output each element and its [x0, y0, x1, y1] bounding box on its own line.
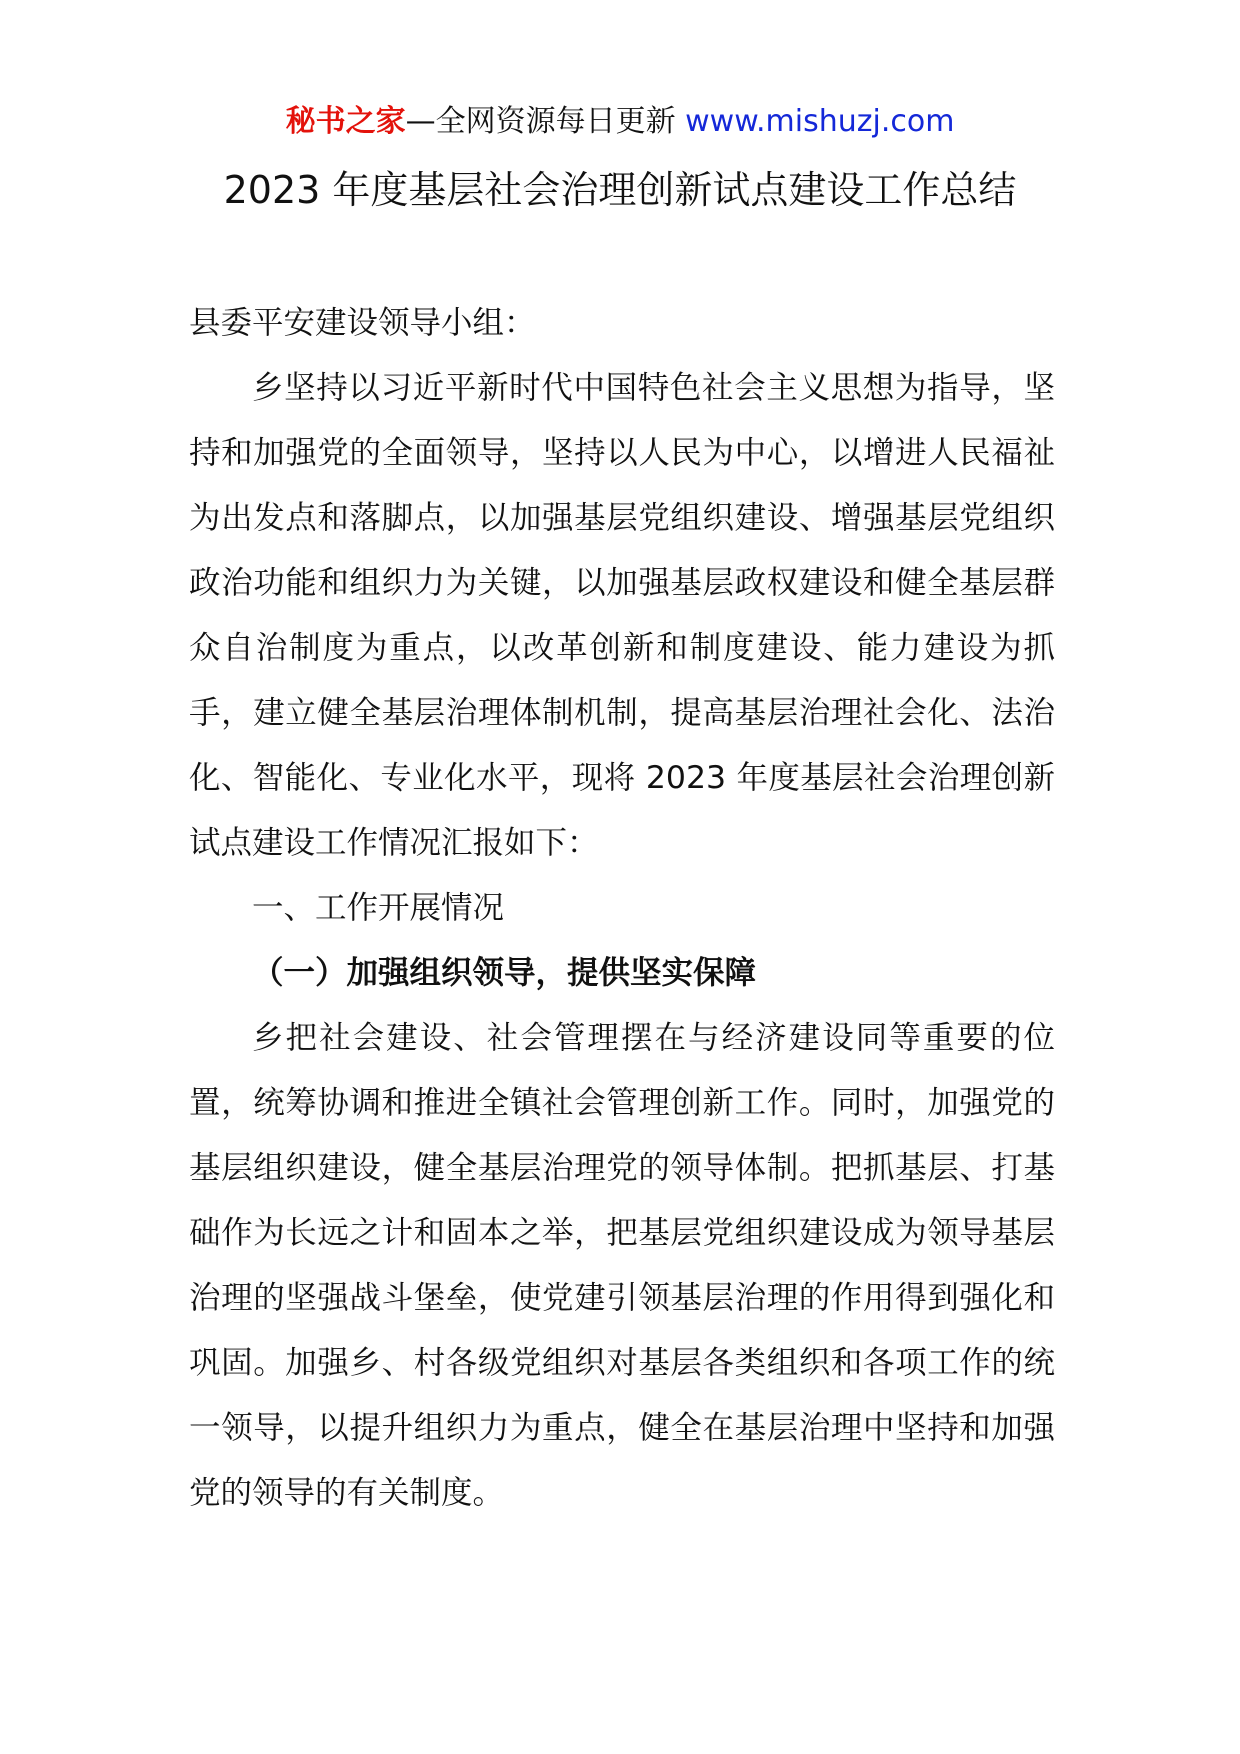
subsection-heading: （一）加强组织领导，提供坚实保障	[252, 955, 757, 991]
site-url-link[interactable]: www.mishuzj.com	[685, 104, 955, 139]
site-header	[0, 100, 1240, 144]
document-title: 2023 年度基层社会治理创新试点建设工作总结	[223, 168, 1017, 212]
section-heading: 一、工作开展情况	[252, 890, 505, 926]
intro-paragraph: 乡坚持以习近平新时代中国特色社会主义思想为指导，坚持和加强党的全面领导，坚持以人民为中心，以增进人民福祉为出发点和落脚点，以加强基层党组织建设、增强基层党组织政治功能和组织力为关键，以加强基层政权建设和健全基层群众自治制度为重点，以改革创新和制度建设、能力建设为抓手，建立健全基层治理体制机制，提高基层治理社会化、法治化、智能化、专业化水平，现将 2023 年度基层社会治理创新试点建设工作情况汇报如下：	[189, 370, 1055, 861]
site-tagline: —全网资源每日更新	[405, 104, 686, 139]
salutation: 县委平安建设领导小组：	[189, 305, 536, 341]
site-brand: 秘书之家	[285, 104, 406, 139]
document-body	[189, 291, 1055, 1526]
body-paragraph: 乡把社会建设、社会管理摆在与经济建设同等重要的位置，统筹协调和推进全镇社会管理创新工作。同时，加强党的基层组织建设，健全基层治理党的领导体制。把抓基层、打基础作为长远之计和固本之举，把基层党组织建设成为领导基层治理的坚强战斗堡垒，使党建引领基层治理的作用得到强化和巩固。加强乡、村各级党组织对基层各类组织和各项工作的统一领导，以提升组织力为重点，健全在基层治理中坚持和加强党的领导的有关制度。	[189, 1020, 1055, 1511]
